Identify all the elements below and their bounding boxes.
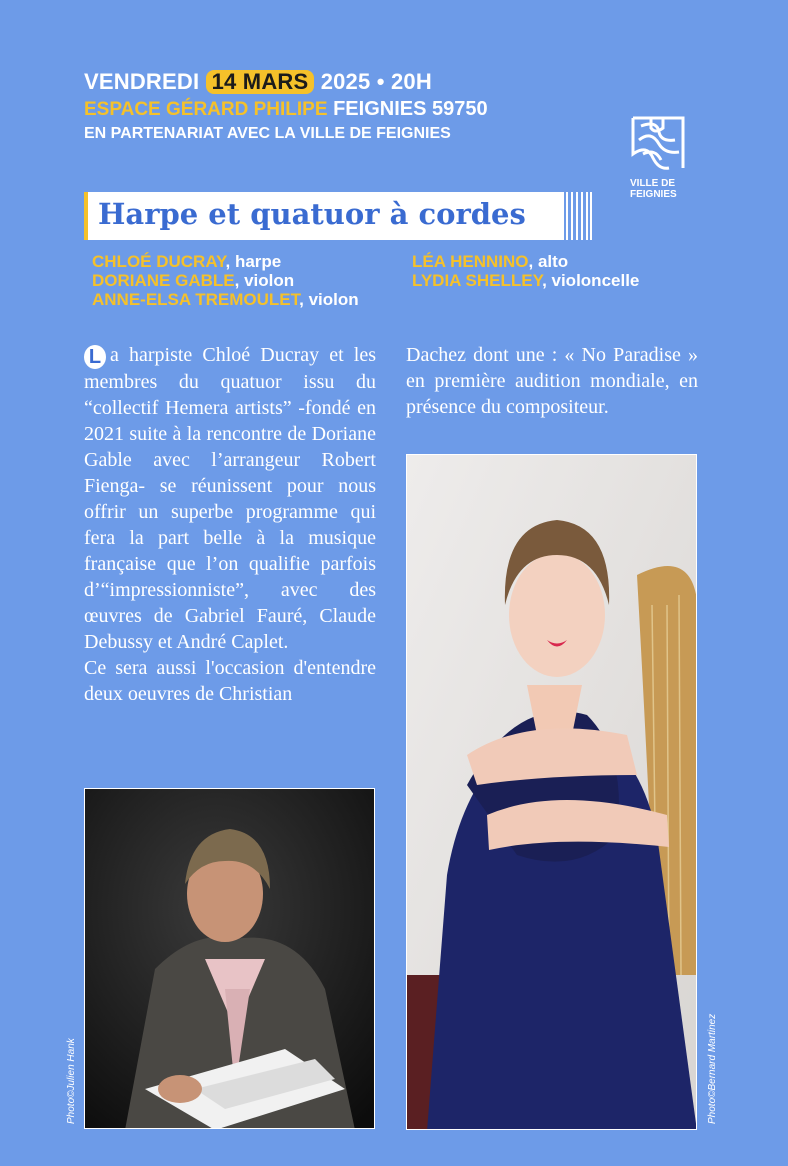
logo-text xyxy=(626,178,690,200)
feignies-logo-icon xyxy=(629,114,687,172)
musician-name: LYDIA SHELLEY xyxy=(412,271,543,290)
musician-instrument: , alto xyxy=(528,252,569,271)
description-paragraph-2: Ce sera aussi l'occasion d'entendre deux oeuvres de Christian xyxy=(84,657,376,705)
partnership-line: EN PARTENARIAT AVEC LA VILLE DE FEIGNIES xyxy=(84,125,451,142)
musician-name: LÉA HENNINO xyxy=(412,252,529,271)
description-column-left xyxy=(84,342,376,707)
title-stripes-decoration xyxy=(566,192,592,240)
concert-title: Harpe et quatuor à cordes xyxy=(98,197,526,231)
harpist-photo-illustration xyxy=(407,455,697,1130)
event-year-time: 2025 • 20H xyxy=(320,69,432,95)
venue-line xyxy=(84,98,604,121)
musician-name: ANNE-ELSA TREMOULET xyxy=(92,290,300,309)
description-paragraph-1 xyxy=(84,342,376,655)
cast-list-right xyxy=(412,252,639,290)
musician-instrument: , violon xyxy=(234,271,295,290)
description-column-right xyxy=(406,342,698,420)
date-line xyxy=(84,68,604,96)
cast-member xyxy=(92,252,359,271)
musician-name: CHLOÉ DUCRAY xyxy=(92,252,226,271)
drop-cap: L xyxy=(84,345,106,369)
photo-credit-left: Photo©Julien Hank xyxy=(66,1038,77,1124)
composer-photo-illustration xyxy=(85,789,375,1129)
cast-list-left xyxy=(92,252,359,309)
musician-instrument: , violon xyxy=(299,290,359,309)
venue-name: ESPACE GÉRARD PHILIPE xyxy=(84,99,328,120)
feignies-logo xyxy=(626,114,690,200)
musician-name: DORIANE GABLE xyxy=(92,271,235,290)
cast-member xyxy=(92,271,359,290)
musician-instrument: , violoncelle xyxy=(542,271,640,290)
paragraph-1-text: a harpiste Chloé Ducray et les membres du quatuor issu du “collectif Hemera artists” -fondé en 2021 suite à la rencontre de Doriane Gable avec l’arrangeur Robert Fienga- se réunissent pour nous offrir un superbe programme qui fera la part belle à la musique française que l’on qualifie parfois d’“impressionniste”, avec des œuvres de Gabriel Fauré, Claude Debussy et André Caplet. xyxy=(84,344,376,653)
venue-city: FEIGNIES 59750 xyxy=(333,98,488,120)
logo-line-1: VILLE DE xyxy=(630,178,676,189)
cast-member xyxy=(412,271,639,290)
photo-credit-right: Photo©Bernard Martinez xyxy=(707,1013,718,1124)
photo-harpist xyxy=(406,454,697,1130)
event-date-badge: 14 MARS xyxy=(206,70,315,94)
event-header xyxy=(84,68,604,143)
logo-line-2: FEIGNIES xyxy=(630,189,677,200)
event-day: VENDREDI xyxy=(84,69,200,95)
photo-composer xyxy=(84,788,375,1129)
description-paragraph-3: Dachez dont une : « No Paradise » en première audition mondiale, en présence du compositeur. xyxy=(406,344,698,418)
musician-instrument: , harpe xyxy=(225,252,282,271)
cast-member xyxy=(92,290,359,309)
concert-title-box xyxy=(84,192,564,240)
cast-member xyxy=(412,252,639,271)
